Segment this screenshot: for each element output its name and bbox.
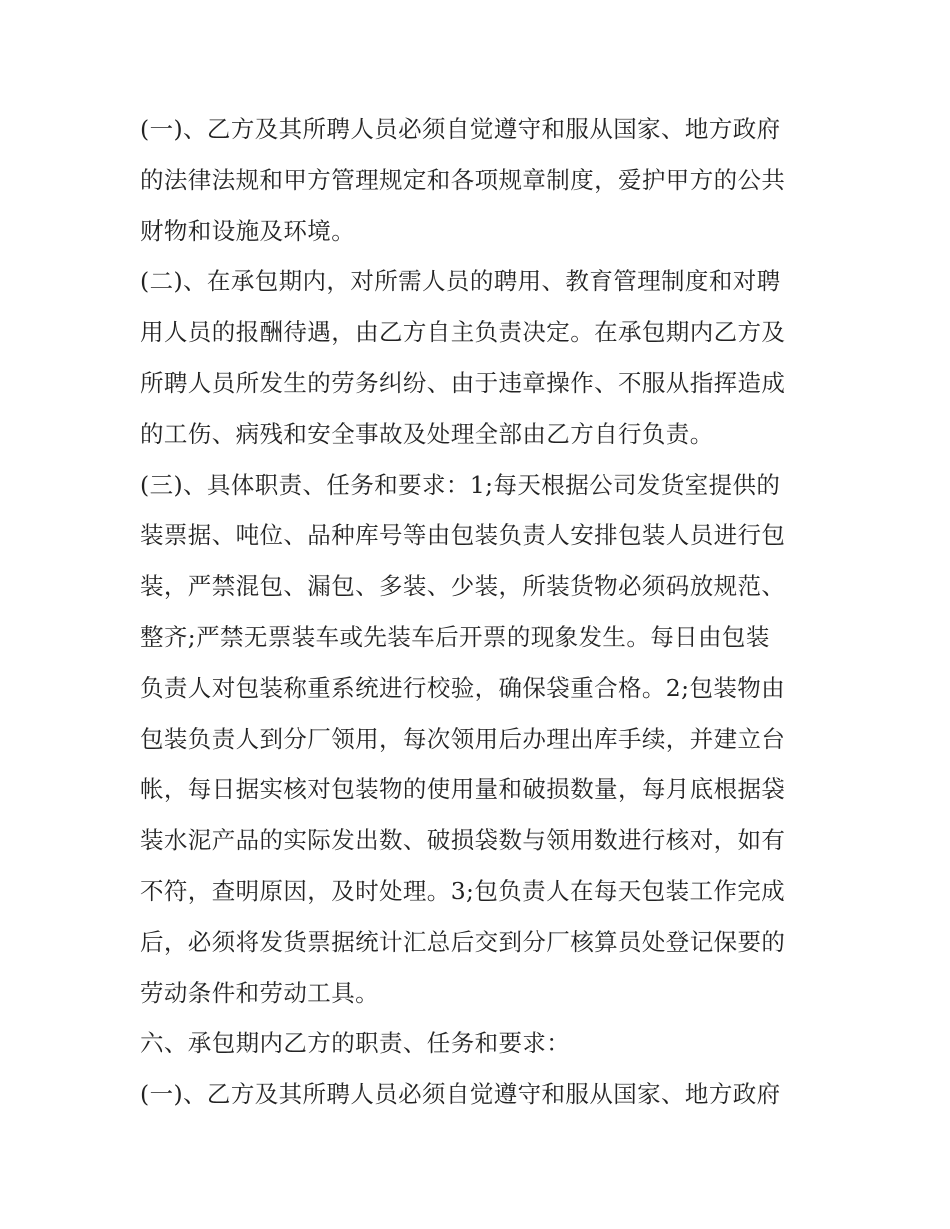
line: 劳动条件和劳动工具。 [140, 978, 379, 1007]
line: 装水泥产品的实际发出数、破损袋数与领用数进行核对，如有 [140, 826, 786, 855]
line: 装票据、吨位、品种库号等由包装负责人安排包装人员进行包 [140, 521, 786, 550]
line: 不符，查明原因，及时处理。3;包负责人在每天包装工作完成 [140, 876, 786, 905]
line: 的法律法规和甲方管理规定和各项规章制度，爱护甲方的公共 [140, 165, 786, 194]
line: 整齐;严禁无票装车或先装车后开票的现象发生。每日由包装 [140, 622, 770, 651]
line: (一)、乙方及其所聘人员必须自觉遵守和服从国家、地方政府 [140, 1080, 781, 1109]
document-page [140, 104, 815, 1120]
line: (三)、具体职责、任务和要求：1;每天根据公司发货室提供的 [140, 470, 781, 499]
line: 财物和设施及环境。 [140, 216, 356, 245]
paragraph-3 [140, 460, 815, 1019]
line: 包装负责人到分厂领用，每次领用后办理出库手续，并建立台 [140, 724, 786, 753]
line: 装，严禁混包、漏包、多装、少装，所装货物必须码放规范、 [140, 572, 786, 601]
line: (一)、乙方及其所聘人员必须自觉遵守和服从国家、地方政府 [140, 115, 781, 143]
line: 负责人对包装称重系统进行校验，确保袋重合格。2;包装物由 [140, 673, 786, 702]
line: 所聘人员所发生的劳务纠纷、由于违章操作、不服从指挥造成 [140, 368, 786, 397]
paragraph-5 [140, 1069, 815, 1120]
line: 六、承包期内乙方的职责、任务和要求： [140, 1029, 571, 1058]
paragraph-1 [140, 104, 815, 256]
section-heading [140, 1018, 815, 1069]
line: 用人员的报酬待遇，由乙方自主负责决定。在承包期内乙方及 [140, 318, 786, 347]
line: 帐，每日据实核对包装物的使用量和破损数量，每月底根据袋 [140, 775, 786, 804]
line: 的工伤、病残和安全事故及处理全部由乙方自行负责。 [140, 419, 714, 448]
paragraph-2 [140, 256, 815, 459]
line: 后，必须将发货票据统计汇总后交到分厂核算员处登记保要的 [140, 927, 786, 956]
line: (二)、在承包期内，对所需人员的聘用、教育管理制度和对聘 [140, 267, 781, 296]
